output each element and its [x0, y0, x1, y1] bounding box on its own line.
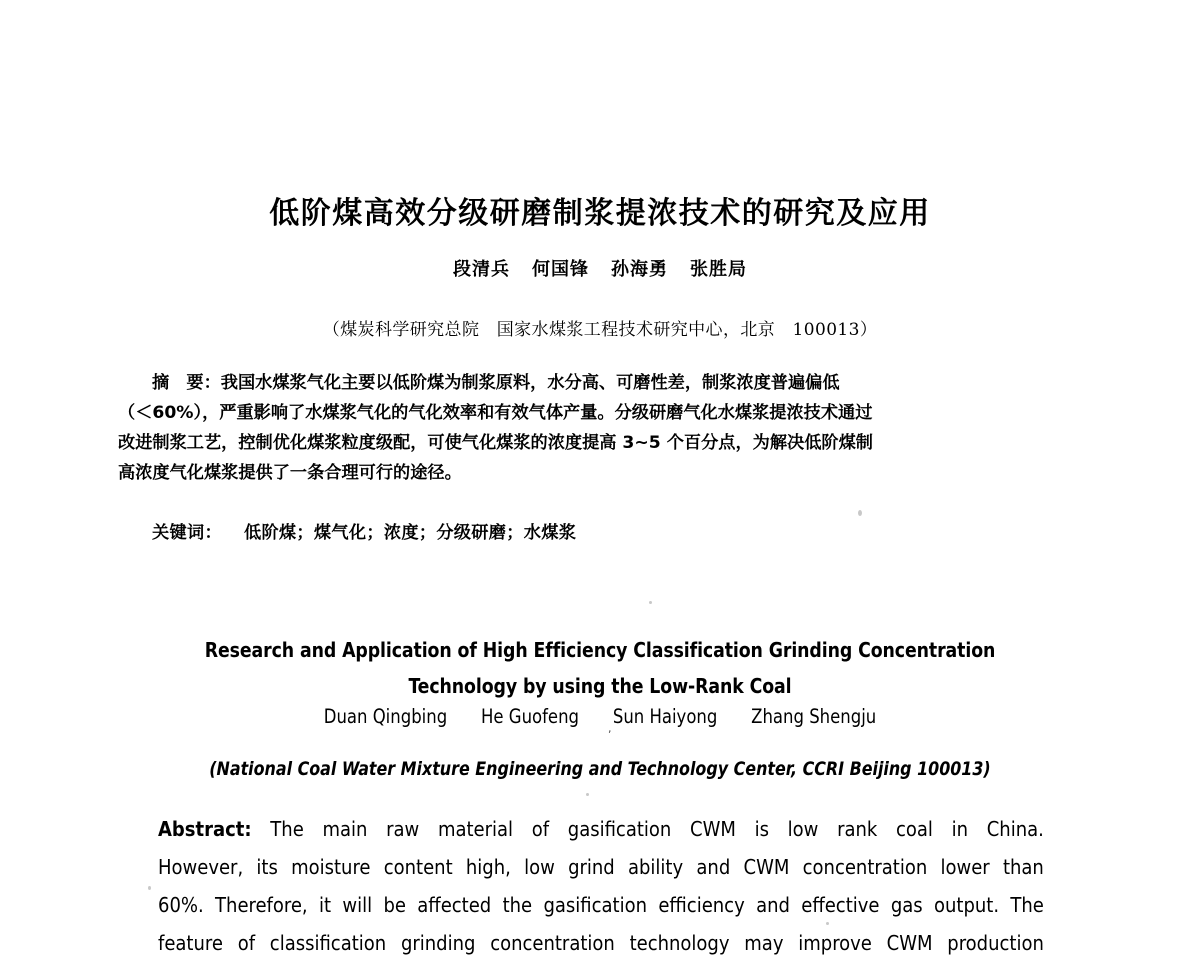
english-title-line: Research and Application of High Efficiency Classification Grinding Concentration [204, 638, 996, 662]
word: gasification [543, 893, 647, 917]
chinese-author: 张胜局 [690, 259, 747, 280]
word: affected [417, 893, 492, 917]
english-abstract-line-inner [158, 886, 1044, 924]
word: CWM [886, 931, 933, 955]
word: concentration [802, 855, 928, 879]
word: of [237, 931, 256, 955]
chinese-abstract-line [118, 458, 1042, 488]
word: Therefore, [215, 893, 308, 917]
word: will [342, 893, 373, 917]
word: be [383, 893, 406, 917]
word: 60%. [158, 893, 204, 917]
word: output. [933, 893, 1000, 917]
english-abstract-line [158, 924, 1044, 962]
word: efficiency [658, 893, 745, 917]
chinese-affiliation: （煤炭科学研究总院 国家水煤浆工程技术研究中心，北京 100013） [322, 320, 878, 340]
english-abstract-line [158, 810, 1044, 848]
scan-speckle [586, 793, 589, 796]
word: The [1010, 893, 1044, 917]
word: ability [627, 855, 684, 879]
english-author-list [36, 705, 1164, 728]
chinese-author-list [0, 255, 1200, 281]
word: main [322, 817, 368, 841]
scan-artifact-mark: , [608, 722, 612, 735]
word: lower [940, 855, 990, 879]
english-title [36, 632, 1164, 704]
word: CWM [690, 817, 736, 841]
english-abstract-line-inner [158, 924, 1044, 962]
word: it [318, 893, 332, 917]
chinese-abstract-text: 我国水煤浆气化主要以低阶煤为制浆原料，水分高、可磨性差，制浆浓度普遍偏低 [220, 373, 840, 393]
word: CWM [743, 855, 790, 879]
word: grind [568, 855, 615, 879]
word: The [270, 817, 304, 841]
word: production [947, 931, 1044, 955]
word: grinding [400, 931, 476, 955]
word: classification [269, 931, 387, 955]
word: gasification [567, 817, 672, 841]
chinese-author: 何国锋 [532, 259, 589, 280]
chinese-abstract-label: 摘 要： [152, 373, 221, 393]
word: gas [890, 893, 923, 917]
word: may [744, 931, 784, 955]
chinese-abstract-text: 高浓度气化煤浆提供了一条合理可行的途径。 [118, 463, 462, 483]
chinese-abstract-line [118, 368, 1042, 398]
english-abstract-line [158, 886, 1044, 924]
english-author: Zhang Shengju [751, 705, 877, 728]
english-title-line: Technology by using the Low-Rank Coal [408, 674, 792, 698]
scan-speckle [649, 601, 652, 604]
english-abstract [158, 810, 1044, 962]
chinese-title: 低阶煤高效分级研磨制浆提浓技术的研究及应用 [269, 196, 931, 232]
chinese-abstract-text: （＜60%），严重影响了水煤浆气化的气化效率和有效气体产量。分级研磨气化水煤浆提浓技术通过 [118, 403, 873, 423]
word: high, [465, 855, 511, 879]
word: of [531, 817, 550, 841]
word: its [256, 855, 278, 879]
word: than [1002, 855, 1044, 879]
word: coal [896, 817, 933, 841]
chinese-keywords [152, 518, 576, 543]
word: in [951, 817, 969, 841]
chinese-abstract-line [118, 398, 1042, 428]
word: raw [386, 817, 420, 841]
word: feature [158, 931, 223, 955]
word: content [383, 855, 453, 879]
word: the [502, 893, 533, 917]
chinese-author: 孙海勇 [611, 259, 668, 280]
word: low [787, 817, 819, 841]
english-author: Sun Haiyong [612, 705, 718, 728]
word: concentration [490, 931, 615, 955]
english-author: Duan Qingbing [323, 705, 448, 728]
english-author: He Guofeng [481, 705, 580, 728]
word: improve [798, 931, 872, 955]
word: China. [986, 817, 1044, 841]
english-abstract-line-inner [158, 848, 1044, 886]
english-abstract-label: Abstract: [158, 817, 252, 841]
chinese-abstract-text: 改进制浆工艺，控制优化煤浆粒度级配，可使气化煤浆的浓度提高 3~5 个百分点，为解决低阶煤制 [118, 433, 873, 453]
chinese-author: 段清兵 [453, 259, 510, 280]
word: rank [837, 817, 878, 841]
word: and [756, 893, 790, 917]
chinese-keywords-text: 低阶煤；煤气化；浓度；分级研磨；水煤浆 [243, 523, 577, 543]
word: technology [629, 931, 730, 955]
chinese-abstract [118, 368, 1042, 488]
word: and [696, 855, 731, 879]
word: However, [158, 855, 244, 879]
scan-speckle [858, 510, 862, 516]
word: effective [801, 893, 880, 917]
english-affiliation: (National Coal Water Mixture Engineering and Technology Center, CCRI Beijing 100013) [209, 758, 991, 780]
scan-speckle [148, 886, 151, 890]
word: material [437, 817, 514, 841]
chinese-keywords-label: 关键词： [152, 523, 222, 543]
word: moisture [291, 855, 371, 879]
word: low [524, 855, 555, 879]
english-abstract-line [158, 848, 1044, 886]
english-abstract-line-inner [158, 810, 1044, 848]
chinese-abstract-line [118, 428, 1042, 458]
word: is [754, 817, 769, 841]
